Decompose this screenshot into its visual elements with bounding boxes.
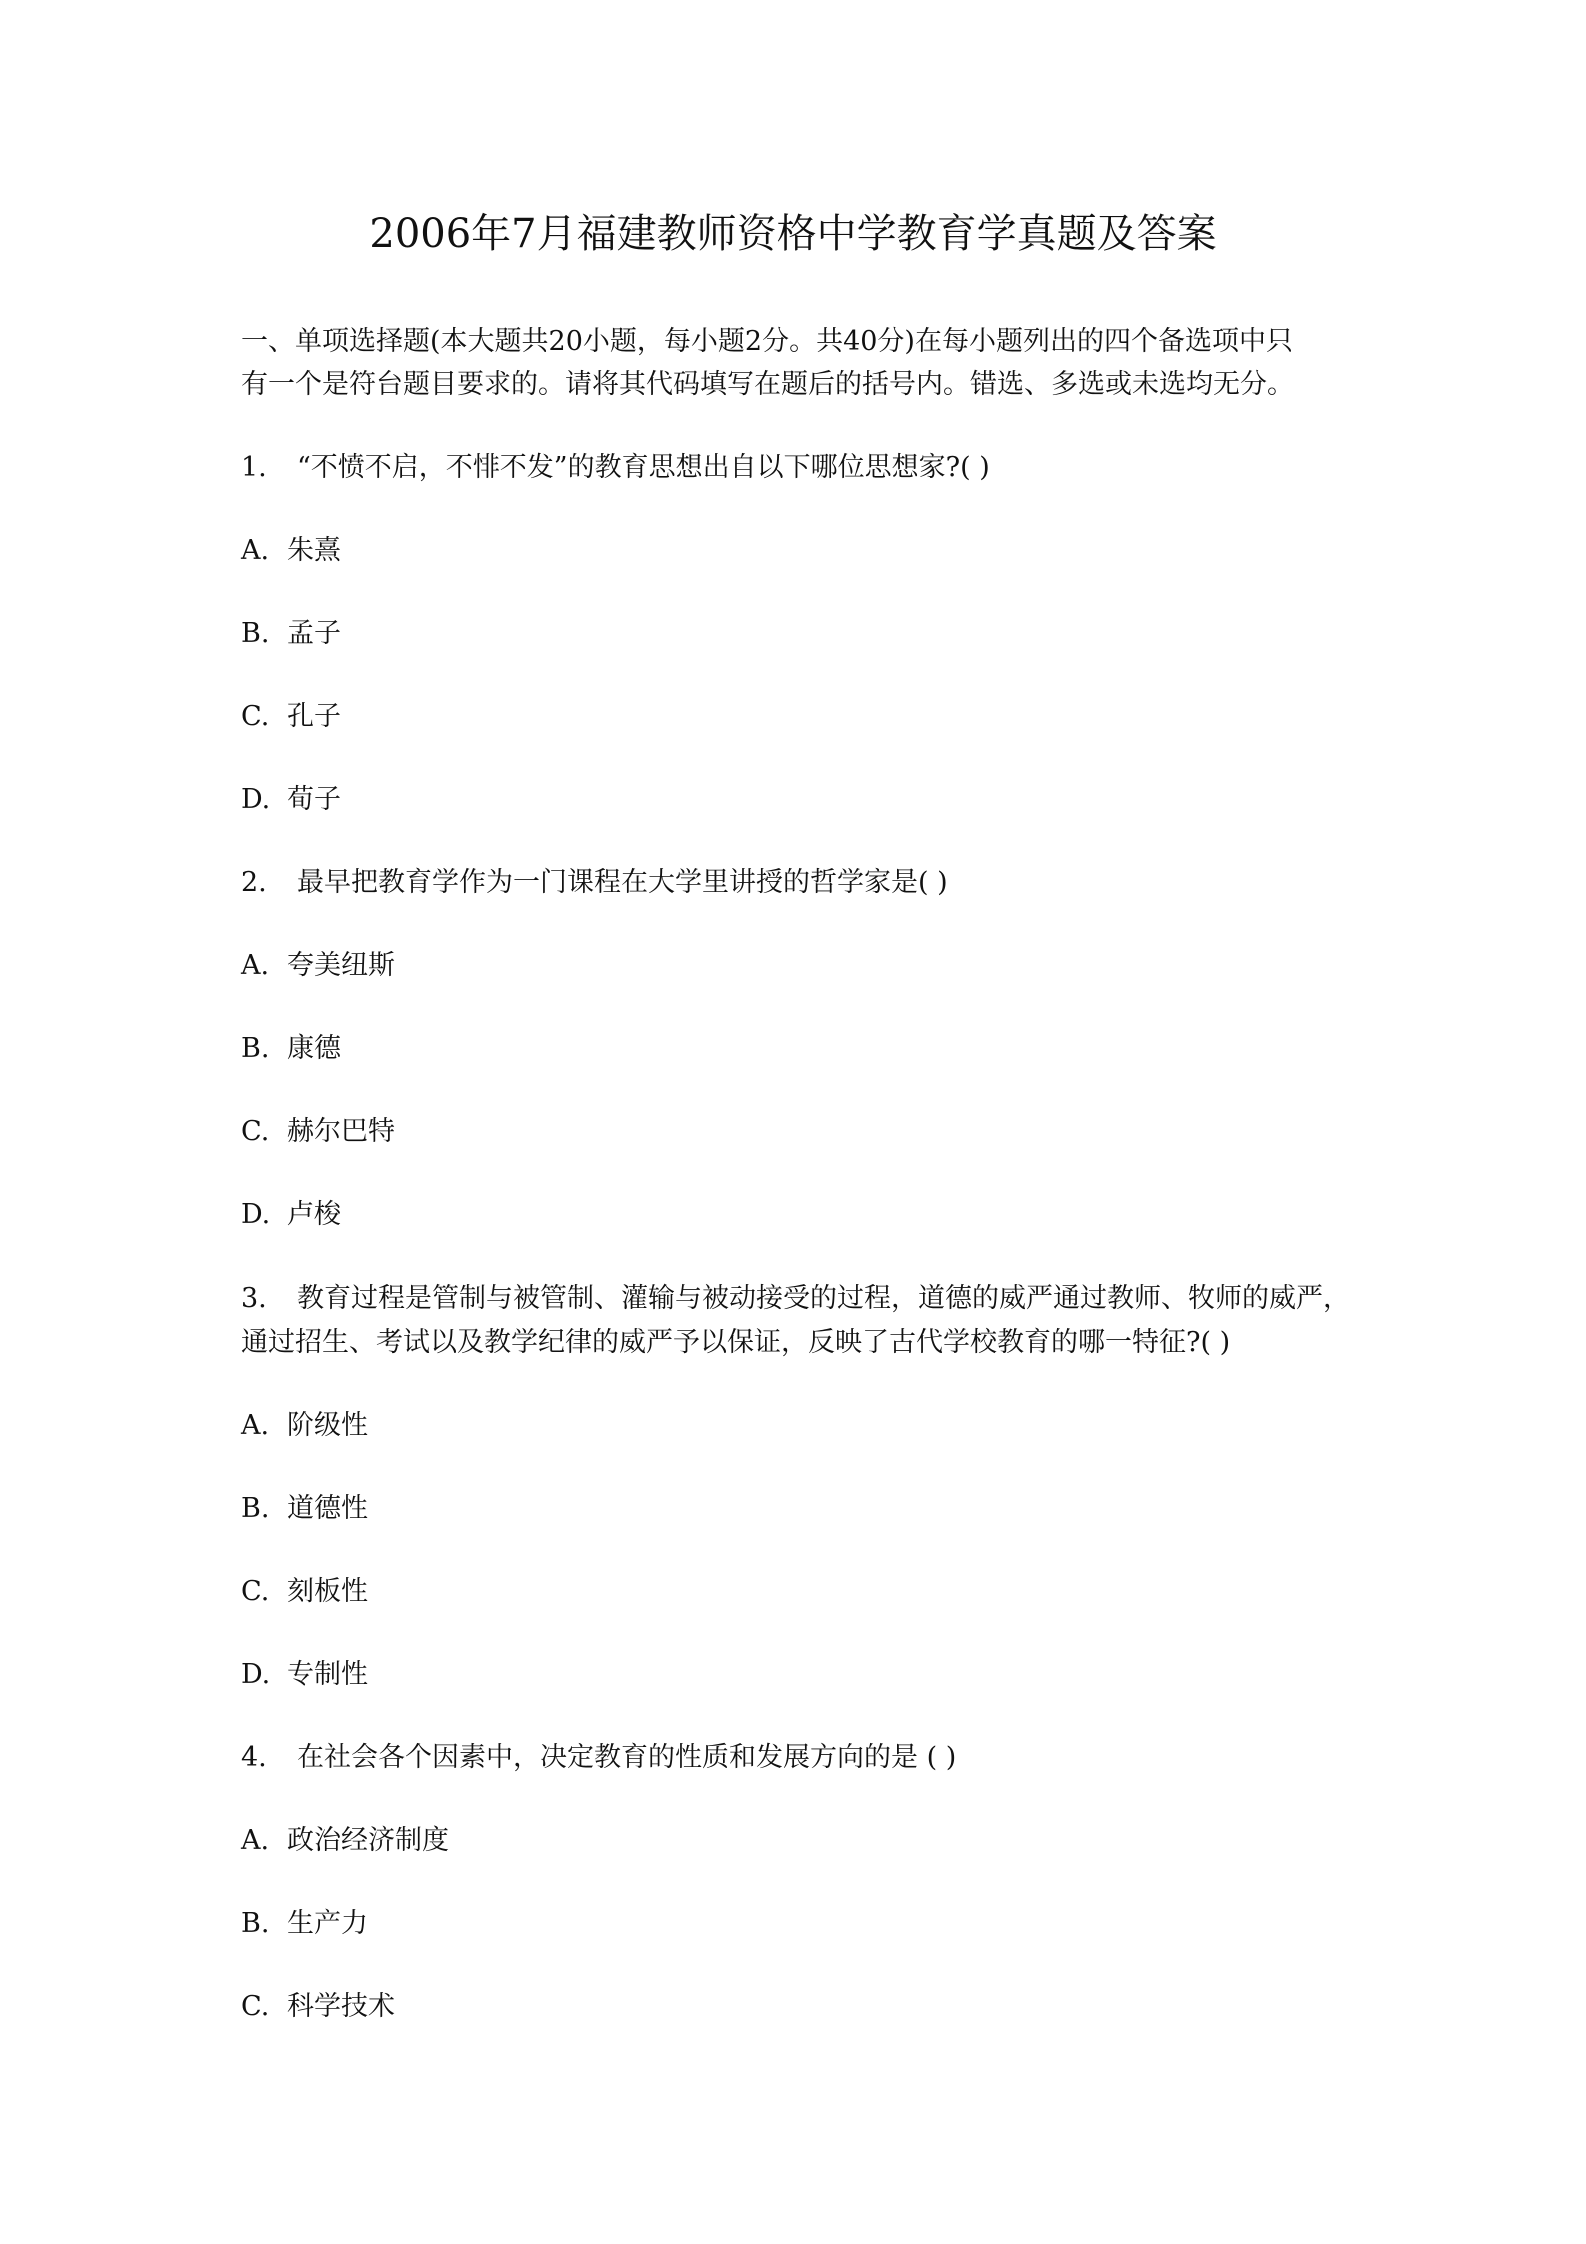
option-letter: D. xyxy=(241,1659,271,1690)
question-4-stem xyxy=(241,1738,1361,1778)
option-letter: C. xyxy=(241,1116,270,1147)
question-1-option-a xyxy=(241,531,1361,571)
option-letter: B. xyxy=(241,618,270,649)
option-text: 孟子 xyxy=(287,618,341,649)
question-3-option-a xyxy=(241,1406,1361,1446)
question-4-option-a xyxy=(241,1821,1361,1861)
option-text: 孔子 xyxy=(287,701,341,732)
option-text: 刻板性 xyxy=(287,1576,368,1607)
option-letter: B. xyxy=(241,1908,270,1939)
option-letter: C. xyxy=(241,1991,270,2022)
document-title: 2006年7月福建教师资格中学教育学真题及答案 xyxy=(369,211,1217,257)
question-1-option-c xyxy=(241,697,1361,737)
question-2-option-c xyxy=(241,1112,1361,1152)
question-2-option-d xyxy=(241,1195,1361,1235)
option-text: 赫尔巴特 xyxy=(287,1116,395,1147)
option-text: 专制性 xyxy=(287,1659,368,1690)
question-3-stem-line-2: 通过招生、考试以及教学纪律的威严予以保证，反映了古代学校教育的哪一特征?( ) xyxy=(241,1327,1231,1358)
option-text: 道德性 xyxy=(287,1493,368,1524)
option-letter: A. xyxy=(241,535,270,566)
question-1-stem xyxy=(241,448,1361,488)
question-3-option-c xyxy=(241,1572,1361,1612)
question-2-option-b xyxy=(241,1029,1361,1069)
option-letter: C. xyxy=(241,1576,270,1607)
option-text: 荀子 xyxy=(287,784,341,815)
question-4-option-b xyxy=(241,1904,1361,1944)
question-number: 1. xyxy=(241,452,267,483)
question-number: 3. xyxy=(241,1283,267,1314)
section-header-line-1: 一、单项选择题(本大题共20小题，每小题2分。共40分)在每小题列出的四个备选项中只 xyxy=(241,326,1293,357)
question-2-stem xyxy=(241,863,1361,903)
question-number: 4. xyxy=(241,1742,267,1773)
option-letter: D. xyxy=(241,784,271,815)
question-3-option-b xyxy=(241,1489,1361,1529)
option-text: 政治经济制度 xyxy=(287,1825,449,1856)
option-text: 卢梭 xyxy=(287,1199,341,1230)
option-text: 康德 xyxy=(287,1033,341,1064)
option-letter: A. xyxy=(241,1410,270,1441)
question-text: 教育过程是管制与被管制、灌输与被动接受的过程，道德的威严通过教师、牧师的威严， xyxy=(297,1283,1350,1314)
option-text: 阶级性 xyxy=(287,1410,368,1441)
question-2-option-a xyxy=(241,946,1361,986)
option-letter: A. xyxy=(241,950,270,981)
option-letter: C. xyxy=(241,701,270,732)
question-text: 在社会各个因素中，决定教育的性质和发展方向的是 ( ) xyxy=(297,1742,957,1773)
question-text: 最早把教育学作为一门课程在大学里讲授的哲学家是( ) xyxy=(297,867,948,898)
question-1-option-d xyxy=(241,780,1361,820)
option-letter: D. xyxy=(241,1199,271,1230)
question-text: “不愤不启，不悱不发”的教育思想出自以下哪位思想家?( ) xyxy=(297,452,990,483)
option-text: 生产力 xyxy=(287,1908,368,1939)
option-letter: A. xyxy=(241,1825,270,1856)
question-1-option-b xyxy=(241,614,1361,654)
question-3-option-d xyxy=(241,1655,1361,1695)
question-number: 2. xyxy=(241,867,267,898)
option-text: 科学技术 xyxy=(287,1991,395,2022)
option-letter: B. xyxy=(241,1493,270,1524)
option-letter: B. xyxy=(241,1033,270,1064)
question-4-option-c xyxy=(241,1987,1361,2027)
question-3-stem-line-1 xyxy=(241,1279,1361,1319)
option-text: 夸美纽斯 xyxy=(287,950,395,981)
section-header-line-2: 有一个是符台题目要求的。请将其代码填写在题后的括号内。错选、多选或未选均无分。 xyxy=(241,369,1294,400)
option-text: 朱熹 xyxy=(287,535,341,566)
